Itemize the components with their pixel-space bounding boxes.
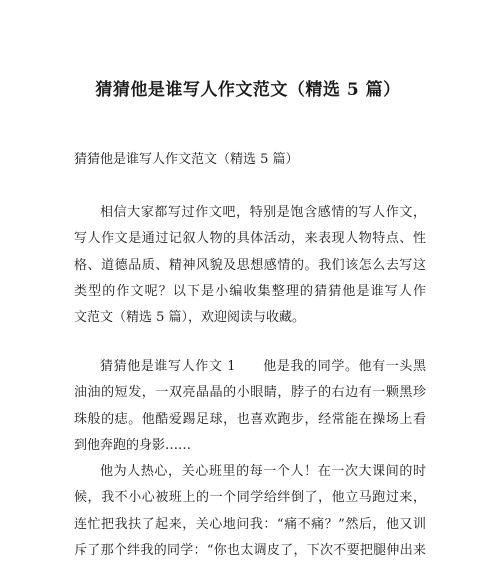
paragraph-line: 斥了那个绊我的同学：“你也太调皮了，下次不要把腿伸出来 [74, 542, 426, 558]
document-title: 猜猜他是谁写人作文范文（精选 5 篇） [95, 80, 401, 100]
paragraph-line: 写人作文是通过记叙人物的具体活动，来表现人物特点、性 [74, 231, 426, 247]
paragraph-line: 连忙把我扶了起来，关心地问我：“痛不痛？”然后，他又训 [74, 516, 426, 532]
essay-1-paragraph-2 [74, 459, 426, 561]
paragraph-line: 油油的短发，一双亮晶晶的小眼睛，脖子的右边有一颗黑珍 [74, 385, 426, 401]
paragraph-line: 类型的作文呢？以下是小编收集整理的猜猜他是谁写人作 [74, 283, 426, 299]
paragraph-line: 候，我不小心被班上的一个同学给绊倒了，他立马跑过来， [74, 490, 426, 506]
paragraph-line: 格、道德品质、精神风貌及思想感情的。我们该怎么去写这 [74, 257, 426, 273]
paragraph-line: 相信大家都写过作文吧，特别是饱含感情的写人作文， [100, 205, 426, 220]
intro-paragraph [74, 200, 426, 331]
paragraph-line: 文范文（精选 5 篇），欢迎阅读与收藏。 [74, 310, 306, 326]
document-subtitle: 猜猜他是谁写人作文范文（精选 5 篇） [74, 152, 299, 167]
essay-1-paragraph [74, 354, 426, 459]
paragraph-line: 猜猜他是谁写人作文 1 他是我的同学。他有一头黑 [100, 359, 426, 374]
paragraph-line: 他为人热心，关心班里的每一个人！在一次大课间的时 [100, 464, 426, 479]
paragraph-line: 到他奔跑的身影…… [74, 437, 192, 453]
paragraph-line: 珠般的痣。他酷爱踢足球，也喜欢跑步，经常能在操场上看 [74, 411, 426, 427]
